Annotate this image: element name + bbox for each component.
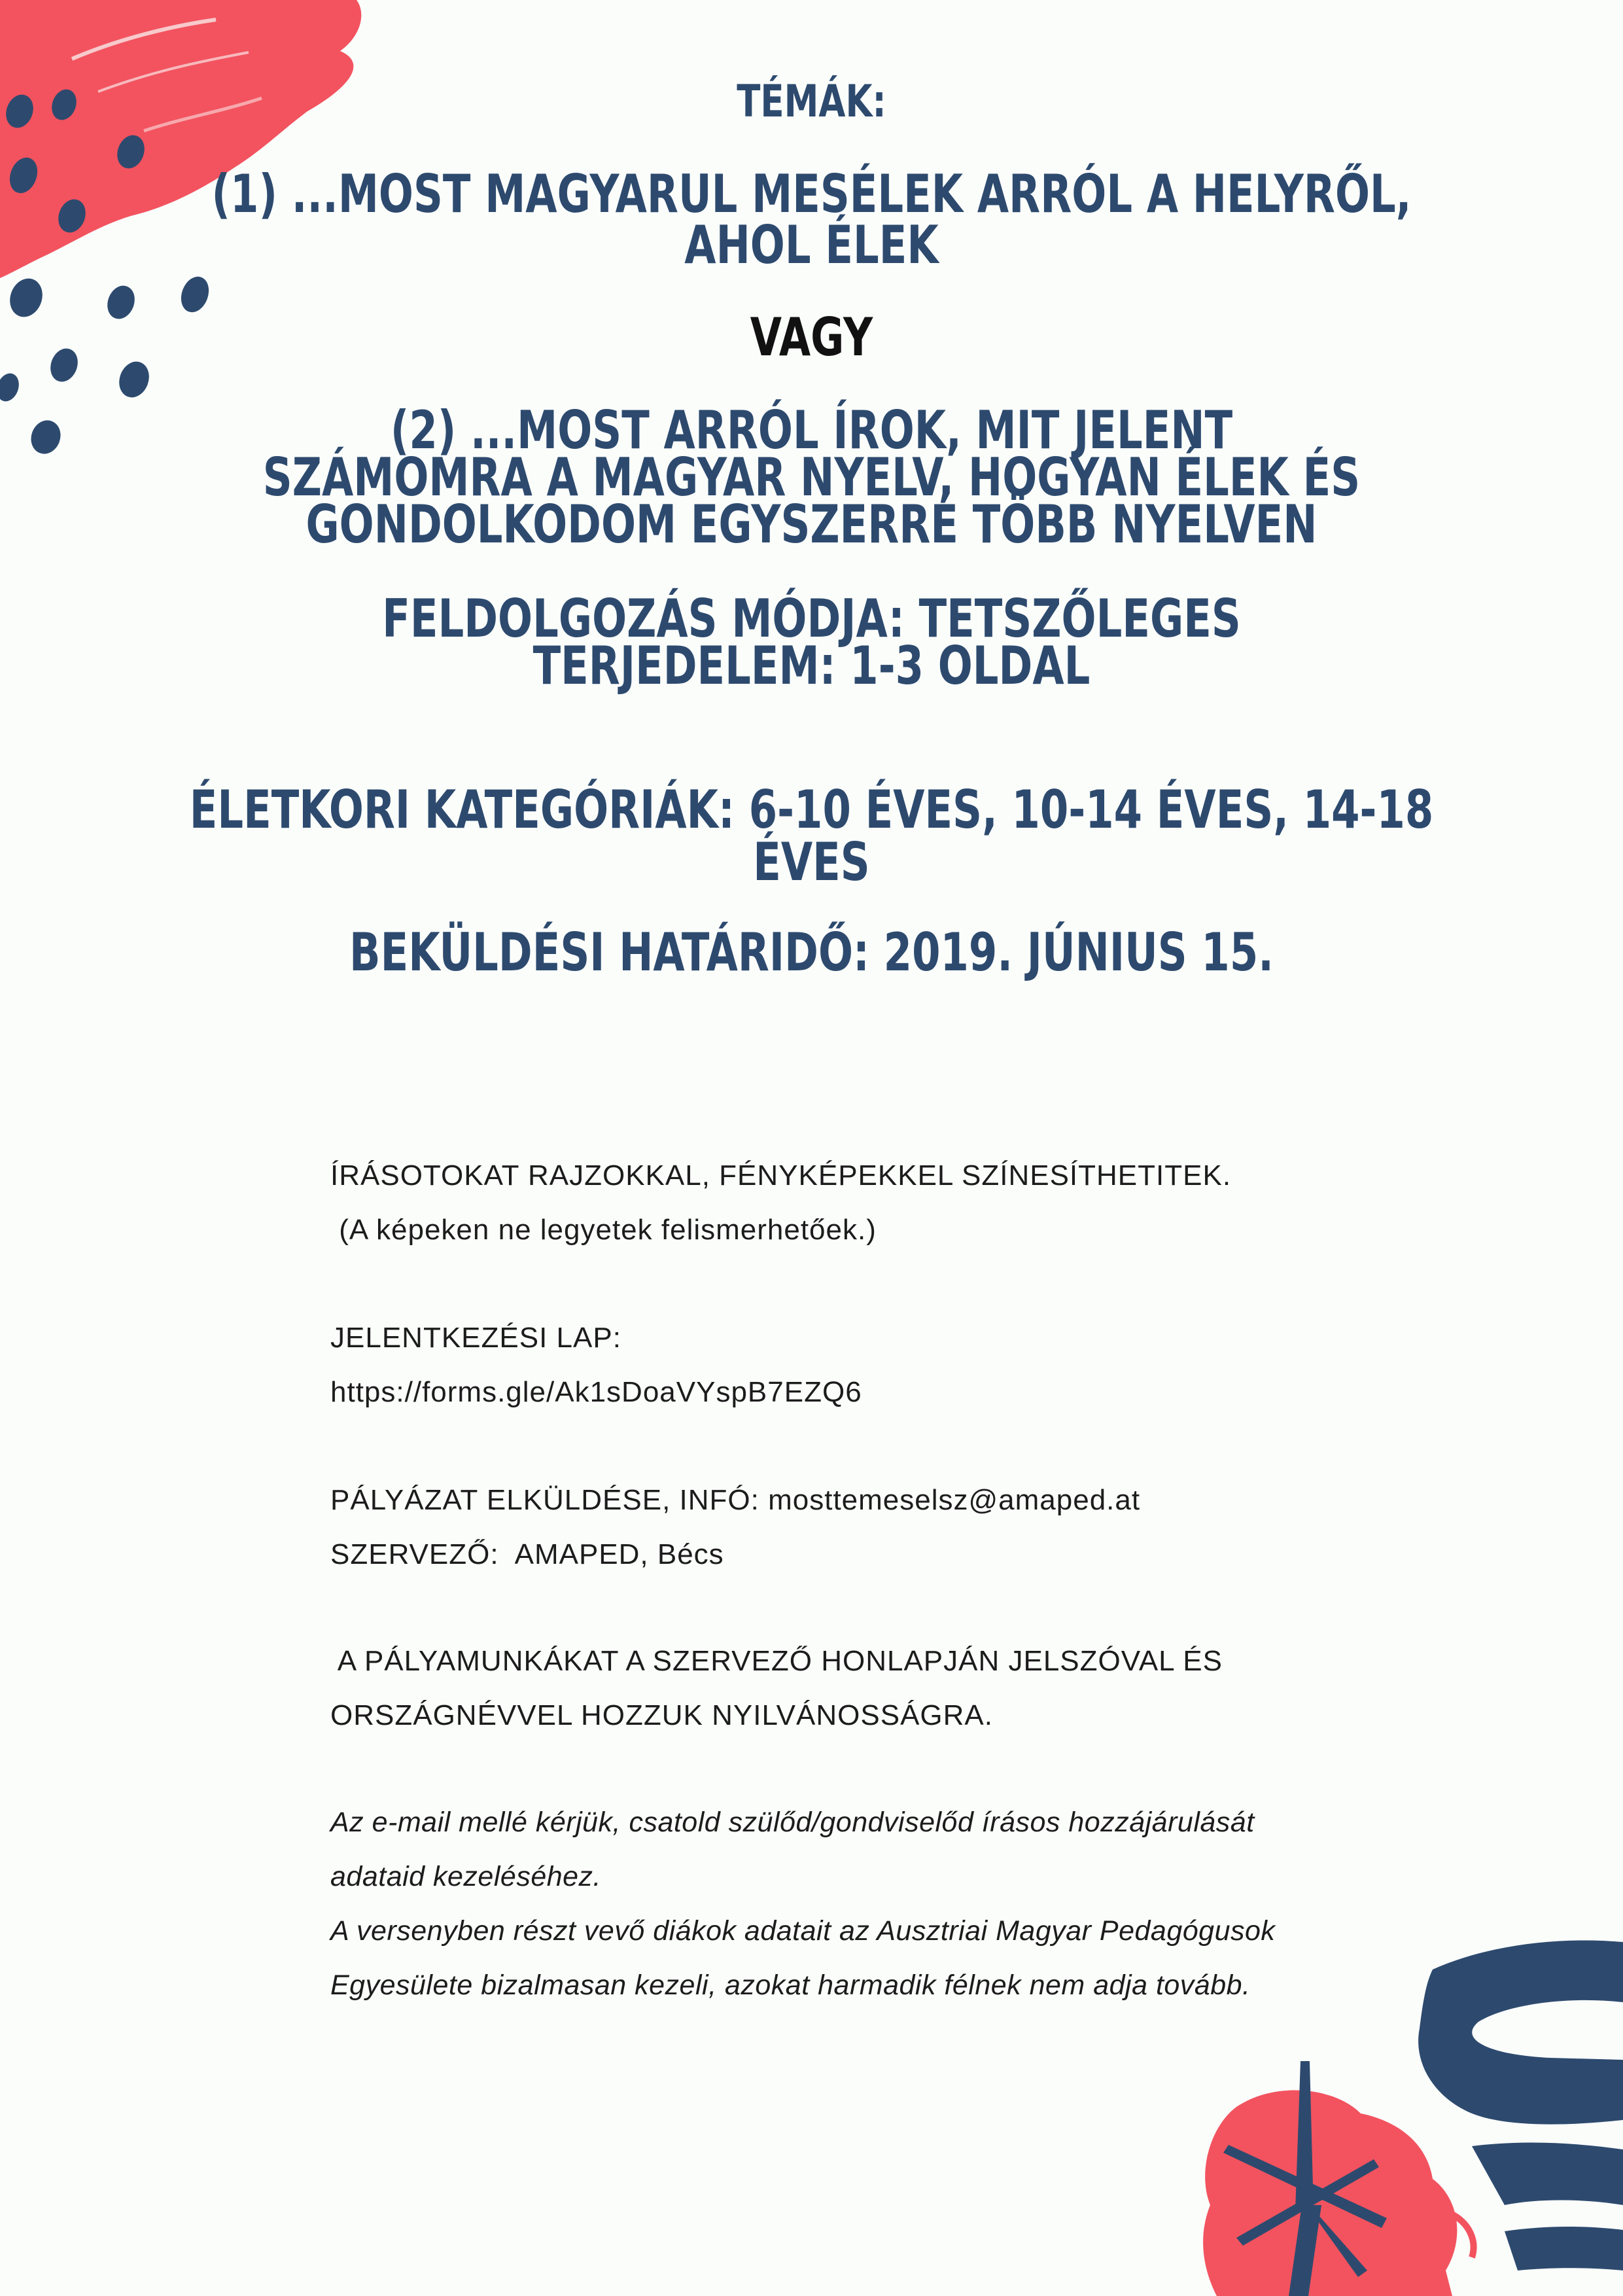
navy-dot [46,345,82,386]
navy-dot [0,370,23,404]
contact-email-line[interactable]: PÁLYÁZAT ELKÜLDÉSE, INFÓ: mosttemeselsz@amaped.at [330,1484,1141,1516]
navy-dot [103,282,139,323]
topic-1-line: (1) ...MOST MAGYARUL MESÉLEK ARRÓL A HELYRŐL, [211,164,1412,224]
privacy-line: Az e-mail mellé kérjük, csatold szülőd/gondviselőd írásos hozzájárulását [330,1807,1255,1838]
privacy-line: adataid kezeléséhez. [330,1861,602,1892]
age-categories: ÉLETKORI KATEGÓRIÁK: 6-10 ÉVES, 10-14 ÉVES, 14-18 ÉVES [189,779,1434,892]
topic-2-line: SZÁMOMRA A MAGYAR NYELV, HOGYAN ÉLEK ÉS [262,447,1361,508]
topic-1-line: AHOL ÉLEK [684,215,939,275]
deadline: BEKÜLDÉSI HATÁRIDŐ: 2019. JÚNIUS 15. [349,922,1274,983]
publication-line: A PÁLYAMUNKÁKAT A SZERVEZŐ HONLAPJÁN JELSZÓVAL ÉS [330,1645,1223,1677]
navy-wave [1472,2143,1623,2205]
privacy-line: Egyesülete bizalmasan kezeli, azokat harmadik félnek nem adja tovább. [330,1969,1251,2001]
topic-2 [179,400,1444,555]
contact-info [330,1473,1140,1581]
registration-label: JELENTKEZÉSI LAP: [330,1322,621,1354]
illustration-note-line: ÍRÁSOTOKAT RAJZOKKAL, FÉNYKÉPEKKEL SZÍNESÍTHETITEK. [330,1159,1232,1192]
format-line: TERJEDELEM: 1-3 OLDAL [532,635,1091,696]
registration-info [330,1311,862,1419]
navy-dot [5,274,48,322]
navy-wave [1418,1940,1623,2124]
privacy-note [330,1795,1275,2013]
format-info [179,588,1444,696]
illustration-note [330,1148,1231,1257]
navy-dot [26,416,65,458]
topic-2-line: GONDOLKODOM EGYSZERRE TÖBB NYELVEN [305,494,1318,555]
or-word: VAGY [750,307,873,368]
registration-link[interactable]: https://forms.gle/Ak1sDoaVYspB7EZQ6 [330,1376,862,1408]
navy-wave [1505,2227,1623,2270]
topic-2-line: (2) ...MOST ARRÓL ÍROK, MIT JELENT [390,400,1233,461]
publication-line: ORSZÁGNÉVVEL HOZZUK NYILVÁNOSSÁGRA. [330,1699,993,1731]
topics-label: TÉMÁK: [737,76,886,128]
privacy-line: A versenyben részt vevő diákok adatait az Ausztriai Magyar Pedagógusok [330,1915,1276,1947]
illustration-note-line: (A képeken ne legyetek felismerhetőek.) [330,1214,877,1246]
navy-dot [114,357,154,402]
topic-1 [179,164,1444,275]
format-line: FELDOLGOZÁS MÓDJA: TETSZŐLEGES [382,588,1241,649]
publication-info [330,1634,1223,1742]
organizer-line: SZERVEZŐ: AMAPED, Bécs [330,1538,724,1570]
navy-dot [177,273,214,316]
